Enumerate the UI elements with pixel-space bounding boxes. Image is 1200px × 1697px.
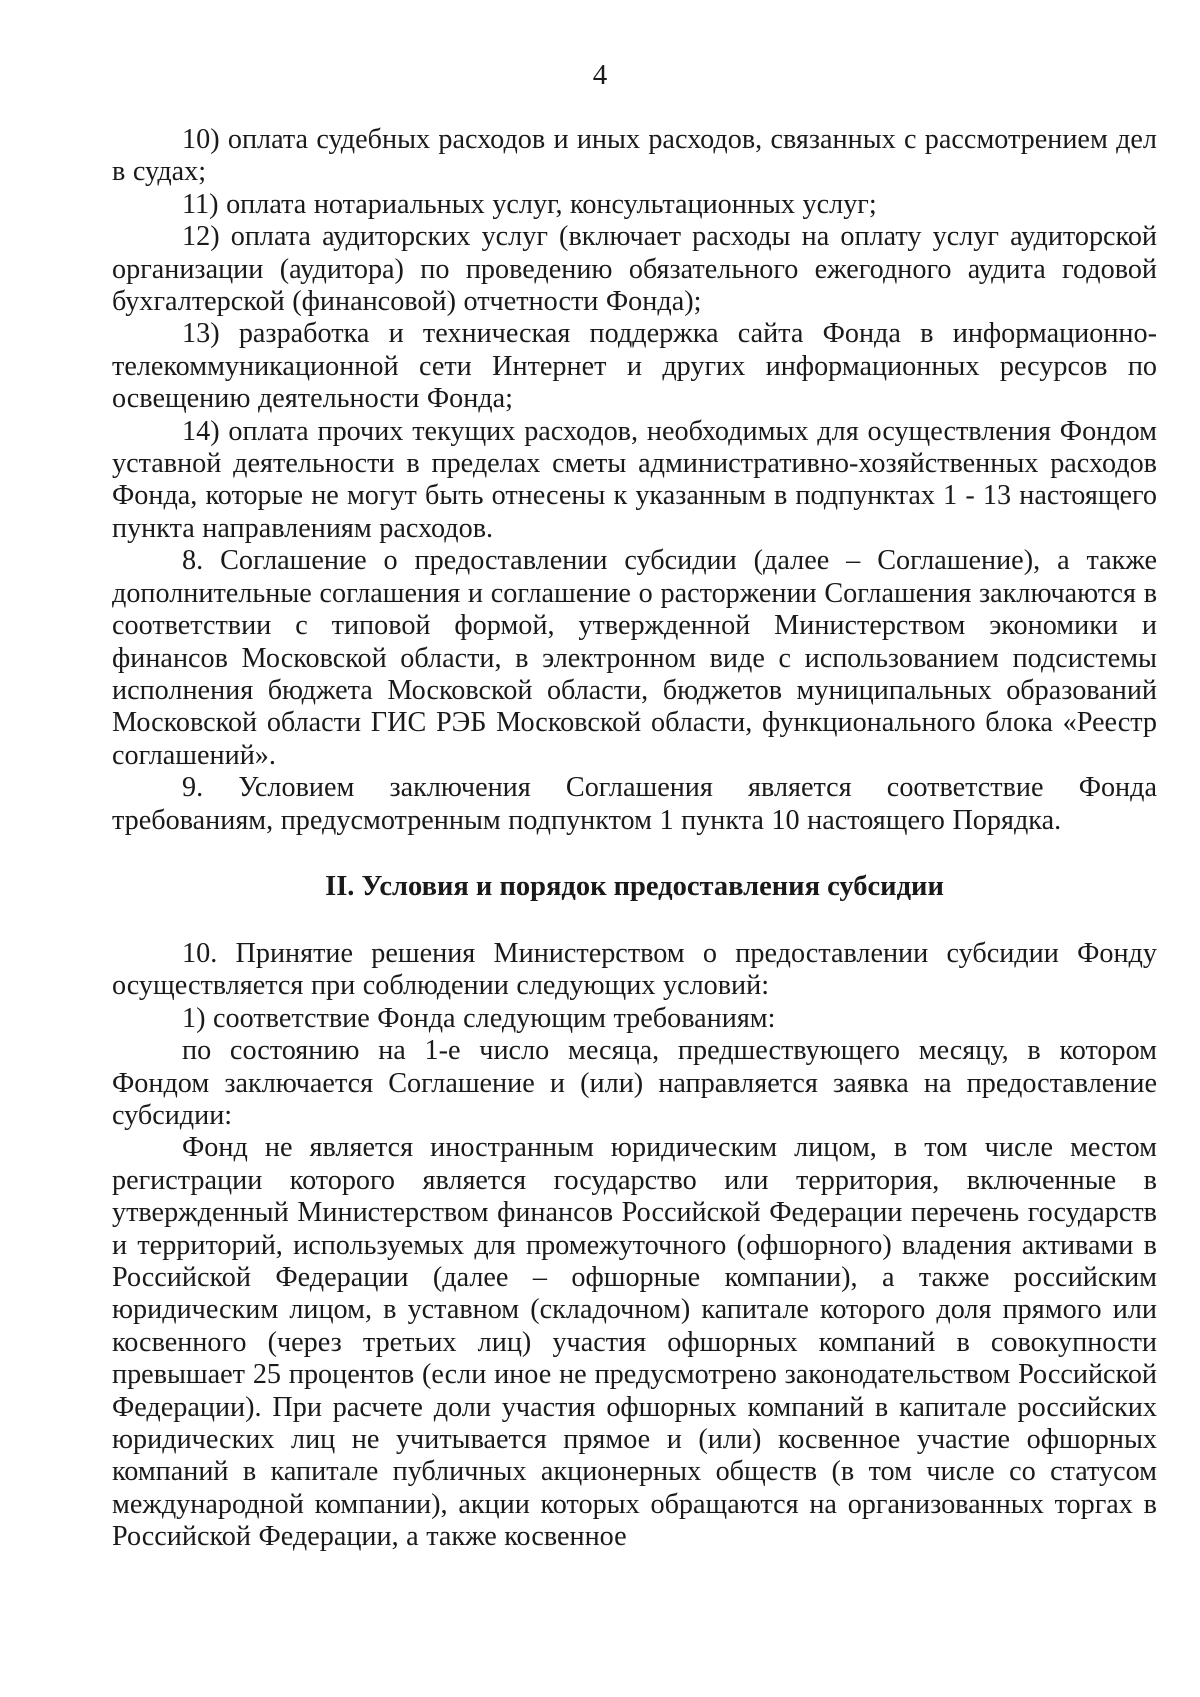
section-heading: II. Условия и порядок предоставления субсидии bbox=[325, 870, 944, 902]
paragraph-item-11: 11) оплата нотариальных услуг, консультационных услуг; bbox=[182, 188, 877, 220]
paragraph-date-condition: по состоянию на 1-е число месяца, предшествующего месяцу, в котором Фондом заключается Соглашение и (или) направляется заявка на предоставление субсидии: bbox=[112, 1035, 1157, 1131]
paragraph-clause-9: 9. Условием заключения Соглашения является соответствие Фонда требованиям, предусмотренным подпунктом 1 пункта 10 настоящего Порядка. bbox=[112, 772, 1157, 836]
paragraph-item-12: 12) оплата аудиторских услуг (включает расходы на оплату услуг аудиторской организации (аудитора) по проведению обязательного ежегодного аудита годовой бухгалтерской (финансовой) отчетности Фонда); bbox=[112, 221, 1157, 318]
paragraph-offshore-condition: Фонд не является иностранным юридическим лицом, в том числе местом регистрации которого является государство или территория, включенные в утвержденный Министерством финансов Российской Федерации перечень государств и территорий, используемых для промежуточного (офшорного) владения активами в Российской Федерации (далее – офшорные компании), а также российским юридическим лицом, в уставном (складочном) капитале которого доля прямого или косвенного (через третьих лиц) участия офшорных компаний в совокупности превышает 25 процентов (если иное не предусмотрено законодательством Российской Федерации). При расчете доли участия офшорных компаний в капитале российских юридических лиц не учитывается прямое и (или) косвенное участие офшорных компаний в капитале публичных акционерных обществ (в том числе со статусом международной компании), акции которых обращаются на организованных торгах в Российской Федерации, а также косвенное bbox=[112, 1132, 1157, 1553]
paragraph-item-13: 13) разработка и техническая поддержка сайта Фонда в информационно-телекоммуникационной сети Интернет и других информационных ресурсов по освещению деятельности Фонда; bbox=[112, 318, 1157, 415]
paragraph-item-10: 10) оплата судебных расходов и иных расходов, связанных с рассмотрением дел в судах; bbox=[112, 124, 1157, 188]
paragraph-clause-8: 8. Соглашение о предоставлении субсидии (далее – Соглашение), а также дополнительные соглашения и соглашение о расторжении Соглашения заключаются в соответствии с типовой формой, утвержденной Министерством экономики и финансов Московской области, в электронном виде с использованием подсистемы исполнения бюджета Московской области, бюджетов муниципальных образований Московской области ГИС РЭБ Московской области, функционального блока «Реестр соглашений». bbox=[112, 545, 1157, 771]
paragraph-clause-10: 10. Принятие решения Министерством о предоставлении субсидии Фонду осуществляется при соблюдении следующих условий: bbox=[112, 937, 1157, 1002]
document-body bbox=[112, 124, 1157, 1554]
page-number: 4 bbox=[592, 59, 608, 91]
paragraph-sub-1: 1) соответствие Фонда следующим требованиям: bbox=[182, 1002, 776, 1034]
paragraph-item-14: 14) оплата прочих текущих расходов, необходимых для осуществления Фондом уставной деятельности в пределах сметы административно-хозяйственных расходов Фонда, которые не могут быть отнесены к указанным в подпунктах 1 - 13 настоящего пункта направлениям расходов. bbox=[112, 415, 1157, 544]
